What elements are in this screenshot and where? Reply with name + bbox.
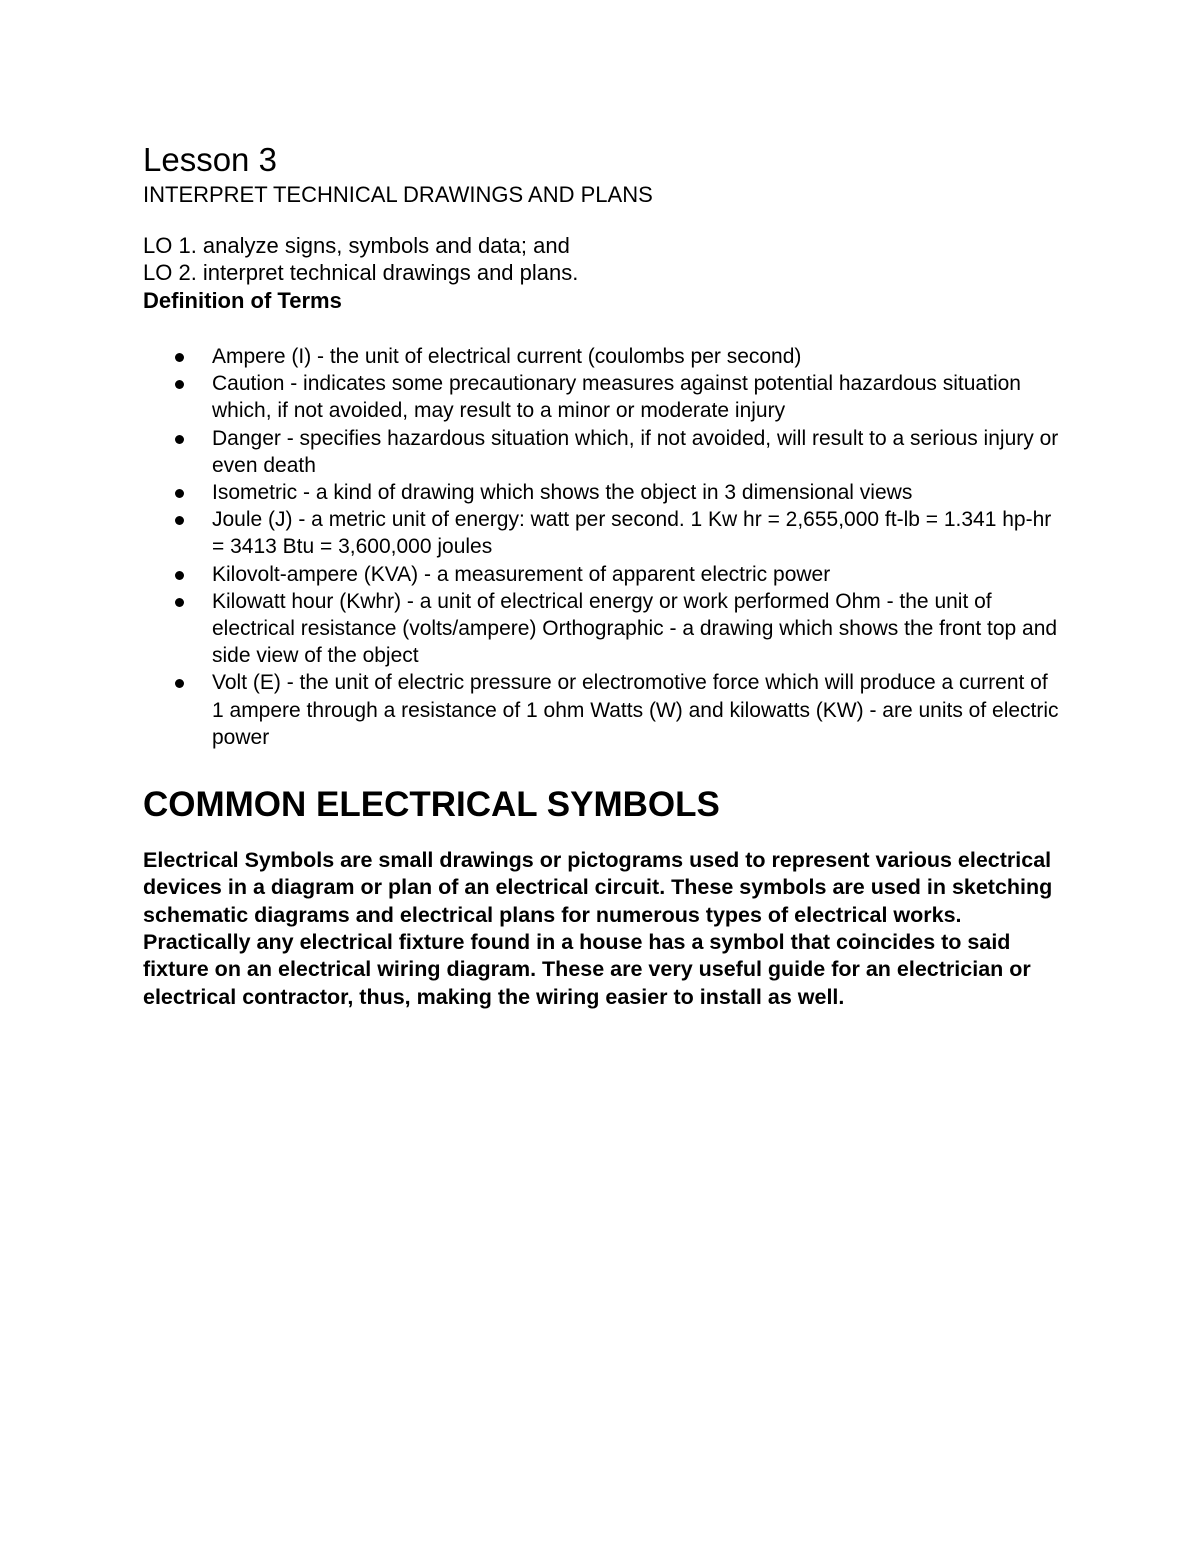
definition-text: Kilovolt-ampere (KVA) - a measurement of apparent electric power <box>212 562 831 586</box>
bullet-icon <box>175 435 184 444</box>
definition-text: Joule (J) - a metric unit of energy: watt per second. 1 Kw hr = 2,655,000 ft-lb = 1.341 hp-hr = 3413 Btu = 3,600,000 joules <box>212 508 1052 559</box>
definition-text: Kilowatt hour (Kwhr) - a unit of electrical energy or work performed Ohm - the unit of electrical resistance (volts/ampere) Orthographic - a drawing which shows the front top and side view of the object <box>212 589 1058 668</box>
definition-text: Caution - indicates some precautionary measures against potential hazardous situation which, if not avoided, may result to a minor or moderate injury <box>212 372 1021 423</box>
definition-text: Ampere (I) - the unit of electrical current (coulombs per second) <box>212 345 802 368</box>
lesson-title: Lesson 3 <box>143 141 277 178</box>
bullet-icon <box>175 679 184 688</box>
definition-item <box>143 425 1063 479</box>
definition-item <box>143 669 1063 751</box>
definitions-list <box>143 343 1063 751</box>
definitions-heading: Definition of Terms <box>143 288 342 313</box>
page-content <box>143 140 1063 1011</box>
definition-item <box>143 588 1063 670</box>
definition-text: Volt (E) - the unit of electric pressure or electromotive force which will produce a current of 1 ampere through a resistance of 1 ohm Watts (W) and kilowatts (KW) - are units of electric power <box>212 671 1059 749</box>
symbols-paragraph: Electrical Symbols are small drawings or pictograms used to represent various electrical devices in a diagram or plan of an electrical circuit. These symbols are used in sketching schematic diagrams and electrical plans for numerous types of electrical works. Practically any electrical fixture found in a house has a symbol that coincides to said fixture on an electrical wiring diagram. These are very useful guide for an electrician or electrical contractor, thus, making the wiring easier to install as well. <box>143 848 1053 1009</box>
lesson-subtitle: INTERPRET TECHNICAL DRAWINGS AND PLANS <box>143 182 653 207</box>
bullet-icon <box>175 571 184 580</box>
definition-text: Danger - specifies hazardous situation which, if not avoided, will result to a serious injury or even death <box>212 426 1059 477</box>
definition-item <box>143 506 1063 560</box>
definition-item <box>143 343 1063 370</box>
objective-1: LO 1. analyze signs, symbols and data; and <box>143 233 570 258</box>
definition-item <box>143 479 1063 506</box>
symbols-heading: COMMON ELECTRICAL SYMBOLS <box>143 785 720 825</box>
definition-item <box>143 561 1063 588</box>
bullet-icon <box>175 489 184 498</box>
bullet-icon <box>175 380 184 389</box>
bullet-icon <box>175 598 184 607</box>
definition-text: Isometric - a kind of drawing which shows the object in 3 dimensional views <box>212 481 913 505</box>
bullet-icon <box>175 353 184 362</box>
learning-objectives <box>143 232 1063 286</box>
objective-2: LO 2. interpret technical drawings and plans. <box>143 260 579 285</box>
bullet-icon <box>175 516 184 525</box>
definition-item <box>143 370 1063 424</box>
